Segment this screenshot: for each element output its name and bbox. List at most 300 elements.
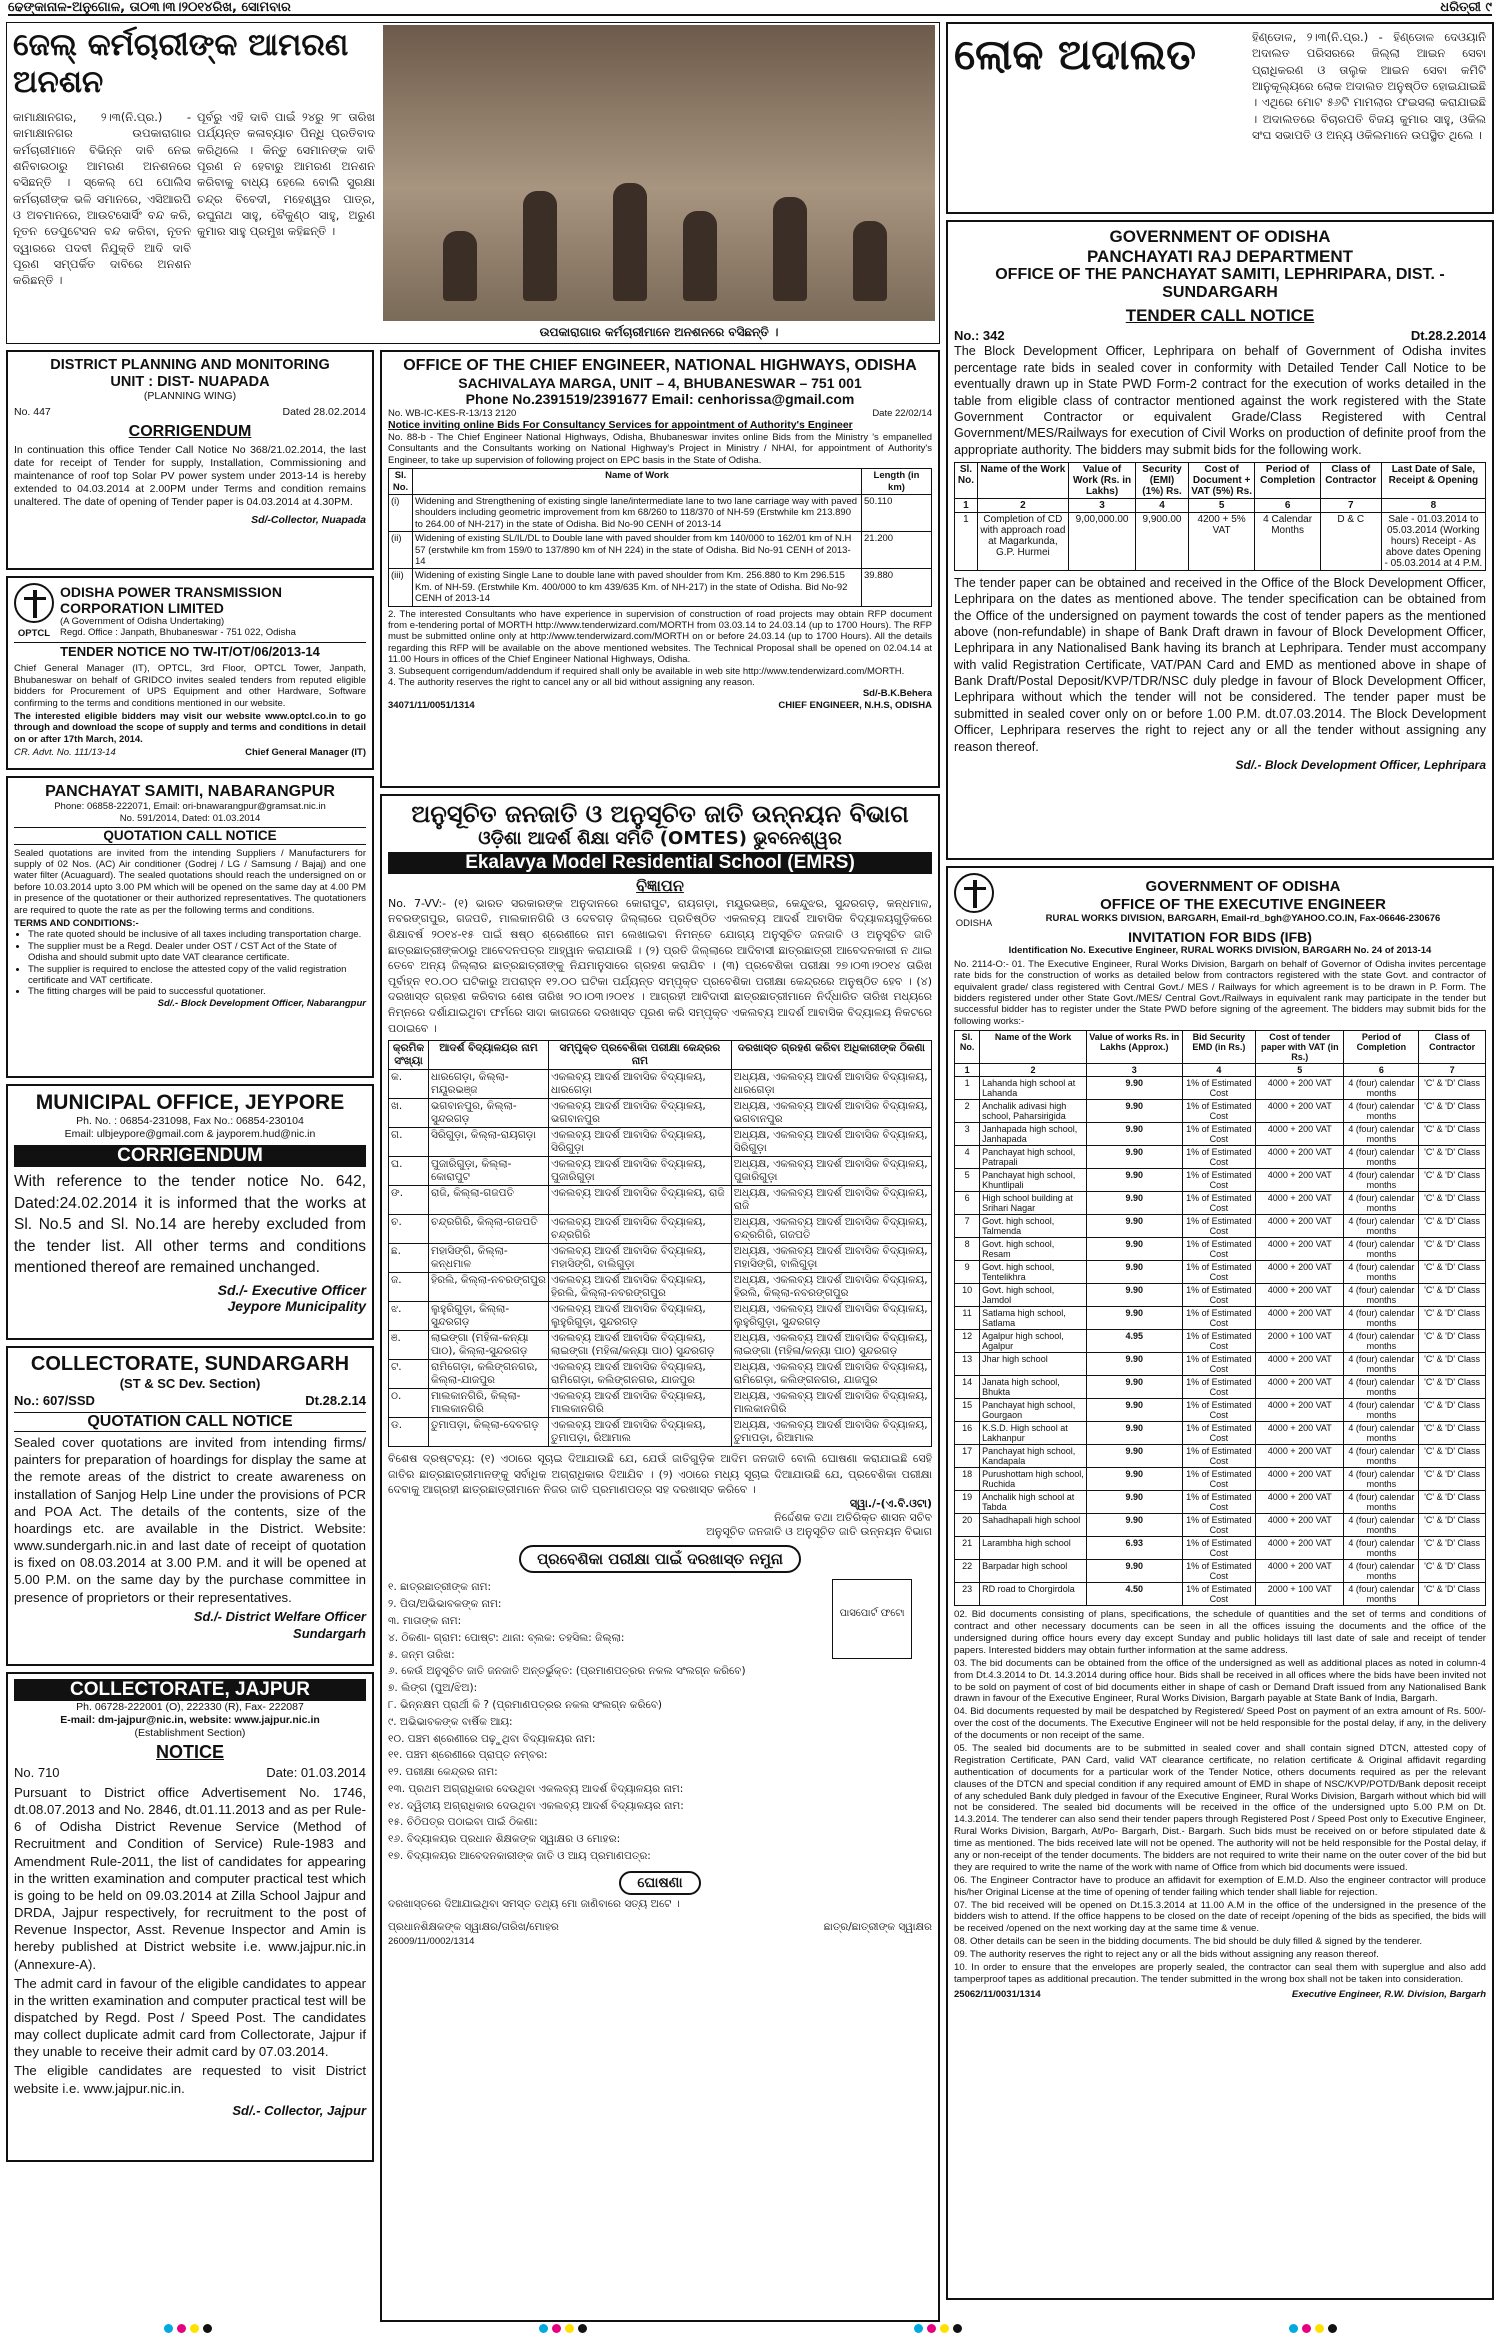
- table-cell: 4000 + 200 VAT: [1256, 1468, 1344, 1491]
- table-cell: ଅଧ୍ୟକ୍ଷ, ଏକଲବ୍ୟ ଆଦର୍ଶ ଆବାସିକ ବିଦ୍ୟାଳୟ, ତୁମାପଡ଼ା, ରିଆମାଲ: [731, 1418, 931, 1447]
- table-cell: 50.110: [862, 495, 932, 532]
- table-cell: 1% of Estimated Cost: [1182, 1123, 1256, 1146]
- form-line: ୧୩. ପ୍ରଥମ ଅଗ୍ରାଧିକାର ଦେଉଥିବା ଏକଲବ୍ୟ ଆଦର୍ଶ ବିଦ୍ୟାଳୟର ନାମ:: [388, 1782, 684, 1795]
- nbr-term: • The rate quoted should be inclusive of all taxes including transportation charge.: [28, 929, 366, 940]
- jey-phone: Ph. No. : 06854-231098, Fax No.: 06854-230104: [76, 1115, 304, 1128]
- lep-col-header: Period of Completion: [1255, 462, 1320, 498]
- nbr-no: No. 591/2014, Dated: 01.03.2014: [119, 812, 261, 824]
- rwd-col-number: 1: [955, 1064, 980, 1077]
- table-cell: 39.880: [862, 569, 932, 606]
- table-cell: 9.90: [1086, 1261, 1182, 1284]
- table-row: [955, 1146, 1486, 1169]
- table-cell: ଅଧ୍ୟକ୍ଷ, ଏକଲବ୍ୟ ଆଦର୍ଶ ଆବାସିକ ବିଦ୍ୟାଳୟ, ଲାଇଙ୍ଗା (ମହିଳା/କନ୍ୟା ପାଠ) ସୁନ୍ଦରଗଡ଼: [731, 1331, 931, 1360]
- table-cell: 4 (four) calendar months: [1344, 1261, 1419, 1284]
- table-cell: 1% of Estimated Cost: [1182, 1261, 1256, 1284]
- emrs-body: No. 7-VV:- (୧) ଭାରତ ସରକାରଙ୍କ ଅନୁଦାନରେ କୋରାପୁଟ, ରାୟଗଡ଼ା, ମୟୂରଭଞ୍ଜ, କେନ୍ଦୁଝର, ସୁନ୍ଦରଗଡ଼, କନ୍ଧମାଳ, ନବରଙ୍ଗପୁର, ଗଜପତି, ମାଲକାନଗିରି ଓ ଦେବଗଡ଼ ଜିଲ୍ଲାରେ ପ୍ରତିଷ୍ଠିତ ଏକଲବ୍ୟ ଆଦର୍ଶ ଆବାସିକ ବିଦ୍ୟାଳୟଗୁଡ଼ିକରେ ଶିକ୍ଷାବର୍ଷ ୨୦୧୪-୧୫ ପାଇଁ ଷଷ୍ଠ ଶ୍ରେଣୀରେ ନାମ ଲେଖାଇବା ନିମନ୍ତେ ଯୋଗ୍ୟ ଅନୁସୂଚିତ ଜନଜାତି ଓ ଅନୁସୂଚିତ ଜାତି ଛାତ୍ରଛାତ୍ରୀଙ୍କଠାରୁ ଆବେଦନପତ୍ର ଆହ୍ୱାନ କରାଯାଉଛି । (୨) ପ୍ରତି ଜିଲ୍ଲାରେ ଆଦିବାସୀ ଛାତ୍ରଛାତ୍ରୀ ଆବେଦନକାରୀ ନ ଥାଇ ତେବେ ଅନ୍ୟ ଜିଲ୍ଲାର ଛାତ୍ରଛାତ୍ରୀଙ୍କୁ ନିଯମାନୁସାରେ ଗ୍ରହଣ କରାଯିବ । (୩) ପ୍ରବେଶିକା ପରୀକ୍ଷା ୨୭।୦୩।୨୦୧୪ ତାରିଖ ପୂର୍ବାହ୍ନ ୧୦.୦୦ ଘଟିକାରୁ ଅପରାହ୍ନ ୧୨.୦୦ ଘଟିକା ପର୍ଯ୍ୟନ୍ତ ସମ୍ପୃକ୍ତ ପ୍ରବେଶିକା ପରୀକ୍ଷା କେନ୍ଦ୍ରରେ ଅନୁଷ୍ଠିତ ହେବ । (୪) ଦରଖାସ୍ତ ଗ୍ରହଣ କରିବାର ଶେଷ ତାରିଖ ୨୦।୦୩।୨୦୧୪ । ଆଗ୍ରହୀ ଆବିଦାସୀ ଛାତ୍ରଛାତ୍ରୀମାନେ ନିର୍ଦ୍ଧାରିତ ତାରିଖ ମଧ୍ୟରେ ନିମ୍ନରେ ଦର୍ଶାଯାଇଥିବା ଫର୍ମରେ ସାଦା କାଗଜରେ ଦରଖାସ୍ତ ପୂରଣ କରି ସମ୍ପୃକ୍ତ ଏକଲବ୍ୟ ଆଦର୍ଶ ଆବାସିକ ବିଦ୍ୟାଳୟ ନିକଟରେ ପଠାଇବେ ।: [388, 896, 932, 1035]
- table-row: [955, 1307, 1486, 1330]
- table-row: [955, 1537, 1486, 1560]
- sun-sub: (ST & SC Dev. Section): [119, 1376, 261, 1391]
- emrs-advertisement: [380, 794, 940, 2322]
- sun-heading: QUOTATION CALL NOTICE: [14, 1412, 366, 1432]
- jey-sign-2: Jeypore Municipality: [227, 1298, 366, 1315]
- print-registration-marks: [0, 2318, 1500, 2338]
- table-cell: 9: [955, 1261, 980, 1284]
- column-3: [946, 22, 1494, 2306]
- emrs-footer-left: ପ୍ରଧାନଶିକ୍ଷକଙ୍କ ସ୍ୱାକ୍ଷର/ତାରିଖ/ମୋହର: [388, 1920, 559, 1933]
- rwd-col-header: Name of the Work: [980, 1031, 1087, 1064]
- table-cell: ଚନ୍ଦ୍ରଗିରି, କିଲ୍ଲା-ଗଜପତି: [429, 1215, 549, 1244]
- optcl-web: The interested eligible bidders may visit our website www.optcl.co.in to go through and download the scope of supply and terms and conditions in detail on or after 17th March, 2014.: [14, 710, 366, 745]
- lep-body-2: The tender paper can be obtained and received in the Office of the Block Development Officer, Lephripara on the dates as mentioned above. The tender specification can be obtained from the Office of the undersigned on payment towards the cost of tender papers as the mentioned above (non-refundable) in shape of Bank Draft drawn in favour of Block Development Officer, Lephripara in any Nationalised Bank having its branch at Lephripara. Tender must accompany with valid Registration Certificate, VAT/PAN Card and EMD as mentioned above in shape of Bank Draft/Postal Deposit/KVP/TDR/NSC duly pledge in favour of Block Development Officer, Lephripara without which the tender will not be considered. The tender paper must be submitted in sealed cover only on or before 1.00 P.M. dt.07.03.2014. The Block Development Officer, Lephripara reserves the right to reject any or all the tender without assigning any reason thereof.: [954, 575, 1486, 754]
- table-cell: ମାଲକାନଗିରି, କିଲ୍ଲା-ମାଲକାନଗିରି: [429, 1389, 549, 1418]
- table-cell: Sale - 01.03.2014 to 05.03.2014 (Working hours) Receipt - As above dates Opening - 05.03.2014 at 4 P.M.: [1381, 512, 1485, 570]
- table-cell: Widening of existing SL/IL/DL to Double lane with paved shoulder from km 140/000 to 162/01 km of N.H 57 (erstwhile km from 159/0 to 137/890 km of NH 224) in the state of Odisha. Bid No-91 CENH of 2013-14: [413, 532, 862, 569]
- table-cell: 1: [955, 1077, 980, 1100]
- emrs-note: ବିଶେଷ ଦ୍ରଷ୍ଟବ୍ୟ: (୧) ଏଠାରେ ସୂଚାଇ ଦିଆଯାଉଛି ଯେ, ଯେଉଁ ଜାତିଗୁଡ଼ିକ ଆଦିମ ଜନଜାତି ବୋଲି ଘୋଷଣା କରାଯାଇଛି ସେହି ଜାତିର ଛାତ୍ରଛାତ୍ରୀମାନଙ୍କୁ ସର୍ବାଧିକ ଅଗ୍ରାଧିକାର ଦିଆଯିବ । (୨) ଏଠାରେ ମଧ୍ୟ ସୂଚାଇ ଦିଆଯାଉଛି ଯେ, ପ୍ରବେଶିକା ପରୀକ୍ଷା ଦେବାକୁ ଆଗ୍ରହୀ ଛାତ୍ରଛାତ୍ରୀମାନେ ନିଜର ଜାତି ପ୍ରମାଣପତ୍ର ସହ ଦରଖାସ୍ତ କରିବେ ।: [388, 1452, 932, 1496]
- form-line: ୧୧. ପଞ୍ଚମ ଶ୍ରେଣୀରେ ପ୍ରାପ୍ତ ନମ୍ବର:: [388, 1749, 548, 1762]
- jaj-heading: NOTICE: [155, 1742, 224, 1763]
- form-line: ୧୫. ଚିଠିପତ୍ର ପଠାଇବା ପାଇଁ ଠିକଣା:: [388, 1816, 538, 1829]
- table-row: [389, 1273, 932, 1302]
- jaj-email: E-mail: dm-jajpur@nic.in, website: www.jajpur.nic.in: [60, 1714, 320, 1727]
- table-cell: 1% of Estimated Cost: [1182, 1445, 1256, 1468]
- table-cell: 5: [955, 1169, 980, 1192]
- table-cell: ଅଧ୍ୟକ୍ଷ, ଏକଲବ୍ୟ ଆଦର୍ଶ ଆବାସିକ ବିଦ୍ୟାଳୟ, ମାଲକାନଗିରି: [731, 1389, 931, 1418]
- jaj-body: Pursuant to District office Advertisement No. 1746, dt.08.07.2013 and No. 2846, dt.01.11.2013 and as per Rule-6 of Odisha District Revenue Service (Method of Recruitment and Condition of Service) Rule-1983 and Amendment Rule-2011, the list of candidates for appearing in the written examination and computer practical test which is going to be held on 09.03.2014 at Zilla School Jajpur and DRDA, Jajpur respectively, for recruitment to the post of Revenue Inspector, Asst. Revenue Inspector and Amin is hereby published at District website i.e. www.jajpur.nic.in (Annexure-A).: [14, 1784, 366, 1972]
- table-cell: 1% of Estimated Cost: [1182, 1307, 1256, 1330]
- table-cell: 'C' & 'D' Class: [1419, 1537, 1486, 1560]
- table-cell: Widening and Strengthening of existing single lane/intermediate lane to two lane carriage way with paved shoulders including geometric improvement from km 68/260 to 118/370 of NH-59 (Erstwhile km 213.890 to 264.00 of NH-217) in the state of Odisha. Bid No-90 CENH of 2013-14: [413, 495, 862, 532]
- table-row: [389, 495, 932, 532]
- jey-heading: CORRIGENDUM: [14, 1145, 366, 1167]
- table-cell: 9.90: [1086, 1491, 1182, 1514]
- table-cell: 4 (four) calendar months: [1344, 1422, 1419, 1445]
- nh-sign-1: Sd/-B.K.Behera: [862, 688, 932, 700]
- table-cell: 1% of Estimated Cost: [1182, 1330, 1256, 1353]
- sun-body: Sealed cover quotations are invited from intending firms/ painters for preparation of hoardings for display the same at the remote areas of the district to create awareness on installation of Sanjog Help Line under the provisions of PCR and POA Act. The details of the contents, size of the hoardings etc. are available in the District. Website: www.sundergarh.nic.in and last date of receipt of quotation is fixed on 08.03.2014 at 3.00 P.M. and it will be opened at 5.00 P.M. on the same day by the purchase committee in presence of proprietors or their representatives.: [14, 1435, 366, 1605]
- table-row: [955, 1422, 1486, 1445]
- lok-adalat-title: ଲୋକ ଅଦାଲତ: [954, 30, 1197, 79]
- dpmu-date: Dated 28.02.2014: [282, 406, 366, 419]
- table-cell: 4 (four) calendar months: [1344, 1307, 1419, 1330]
- table-cell: 9.90: [1086, 1100, 1182, 1123]
- lep-h3: OFFICE OF THE PANCHAYAT SAMITI, LEPHRIPARA, DIST. - SUNDARGARH: [995, 266, 1445, 302]
- rwd-body: No. 2114-O:- 01. The Executive Engineer, Rural Works Division, Bargarh on behalf of Governor of Odisha invites percentage rate bids for the construction of works as detailed below from contractors registered with the state Govt. and contractor of equivalent grade/ class registered with Central Govt./ MES / Railways for which agreement is to be drawn in P. Form. The bidders registered under other State Govt./MES/ Central Govt./Railways in equivalent rank may participate in the tender but successful bidder has to register under the State PWD before signing of the agreement. The bidders may submit bids for the following works:-: [954, 958, 1486, 1027]
- table-cell: 4000 + 200 VAT: [1256, 1215, 1344, 1238]
- emrs-photo-box: ପାସପୋର୍ଟ ଫଟୋ: [832, 1579, 912, 1659]
- nbr-phone: Phone: 06858-222071, Email: ori-bnawarangpur@gramsat.nic.in: [54, 801, 326, 813]
- nh-note-2: 2. The interested Consultants who have experience in supervision of construction of road projects may obtain RFP document from e-tendering portal of MORTH http://www.tenderwizard.com/MORTH from 03.03.14 to 24.03.14 (up to 1700 Hours). The RFP must be submitted online only at http://www.tenderwizard.com/MORTH on or before 24.03.14 (up to 1700 Hours). All the details regarding this RFP will be available on the above mentioned websites. The Technical Proposal shall be opened on 02.04.14 at 11.00 Hours in offices of the Chief Engineer National Highways, Odisha.: [388, 608, 932, 666]
- table-row: [389, 1070, 932, 1099]
- form-line: ୧୪. ଦ୍ୱିତୀୟ ଅଗ୍ରାଧିକାର ଦେଉଥିବା ଏକଲବ୍ୟ ଆଦର୍ଶ ବିଦ୍ୟାଳୟର ନାମ:: [388, 1799, 684, 1812]
- table-cell: 23: [955, 1583, 980, 1606]
- table-row: [389, 1244, 932, 1273]
- table-cell: 20: [955, 1514, 980, 1537]
- table-cell: ଲାଇଙ୍ଗା (ମହିଳା-କନ୍ୟା ପାଠ), କିଲ୍ଲା-ସୁନ୍ଦରଗଡ଼: [429, 1331, 549, 1360]
- table-cell: 9.90: [1086, 1123, 1182, 1146]
- jail-news-para-2: ପୂର୍ବରୁ ଏହି ଦାବି ପାଇଁ ୨୪ରୁ ୨୮ ତାରିଖ ପର୍ଯ୍ୟନ୍ତ କଳାବ୍ୟାଚ ପିନ୍ଧି ପ୍ରତିବାଦ କରିଥିଲେ । କିନ୍ତୁ ସେମାନଙ୍କ ଦାବି ପୂରଣ ନ ହେବାରୁ ଆମରଣ ଅନଶନ କରିବାକୁ ବାଧ୍ୟ ହେଲେ ବୋଲି ସୁରକ୍ଷା ଚନ୍ଦ୍ର ବିବେଦୀ, ମହେଶ୍ୱର ପାତ୍ର, ରଘୁନାଥ ସାହୁ, ବୈକୁଣ୍ଠ ସାହୁ, ଅରୁଣ କୁମାର ସାହୁ ପ୍ରମୁଖ କହିଛନ୍ତି ।: [197, 110, 375, 239]
- table-cell: 'C' & 'D' Class: [1419, 1399, 1486, 1422]
- dpmu-body: In continuation this office Tender Call Notice No 368/21.02.2014, the last date for receipt of Tender for supply, Installation, Commissioning and maintenance of roof top Solar PV power system under 2013-14 is hereby extended to 04.03.2014 at 2.00PM under Terms and condition remains unaltered. The date of opening of Tender paper is 04.03.2014 at 4.30PM.: [14, 443, 366, 509]
- table-cell: 1% of Estimated Cost: [1182, 1491, 1256, 1514]
- table-cell: 9.90: [1086, 1192, 1182, 1215]
- table-cell: 1% of Estimated Cost: [1182, 1376, 1256, 1399]
- table-cell: Lahanda high school at Lahanda: [980, 1077, 1087, 1100]
- optcl-name-2: CORPORATION LIMITED: [60, 599, 224, 616]
- color-registration-dots: [1289, 2324, 1337, 2333]
- lephripara-tender-notice: [946, 220, 1494, 860]
- table-cell: 4000 + 200 VAT: [1256, 1514, 1344, 1537]
- table-cell: ଅଧ୍ୟକ୍ଷ, ଏକଲବ୍ୟ ଆଦର୍ଶ ଆବାସିକ ବିଦ୍ୟାଳୟ, ସିରିଗୁଡ଼ା: [731, 1128, 931, 1157]
- dpmu-title-2: UNIT : DIST- NUAPADA: [110, 373, 270, 390]
- table-cell: 1% of Estimated Cost: [1182, 1215, 1256, 1238]
- color-registration-dots: [164, 2324, 212, 2333]
- emrs-schools-table: [388, 1040, 932, 1447]
- table-row: [955, 1238, 1486, 1261]
- odisha-emblem-icon: [954, 873, 994, 929]
- table-cell: 4 (four) calendar months: [1344, 1284, 1419, 1307]
- lep-col-header: Name of the Work: [977, 462, 1068, 498]
- nbr-title: PANCHAYAT SAMITI, NABARANGPUR: [45, 783, 335, 800]
- emrs-ghoshana-text: ଦରଖାସ୍ତରେ ଦିଆଯାଇଥିବା ସମସ୍ତ ତଥ୍ୟ ମୋ ଜାଣିବାରେ ସତ୍ୟ ଅଟେ ।: [388, 1897, 680, 1910]
- rwd-col-number: 3: [1086, 1064, 1182, 1077]
- table-cell: ଘ.: [389, 1157, 429, 1186]
- table-cell: 6: [955, 1192, 980, 1215]
- optcl-sign: Chief General Manager (IT): [245, 747, 366, 759]
- table-cell: 4 (four) calendar months: [1344, 1192, 1419, 1215]
- jey-sign-1: Sd./- Executive Officer: [217, 1282, 366, 1299]
- nh-note-3: 3. Subsequent corrigendum/addendum if required shall only be available in web site http://www.tenderwizard.com/MORTH.: [388, 665, 905, 677]
- rwd-bargarh-ifb: [946, 866, 1494, 2300]
- table-cell: 19: [955, 1491, 980, 1514]
- form-line: ୧୦. ପଞ୍ଚମ ଶ୍ରେଣୀରେ ପଢ଼ୁଥିବା ବିଦ୍ୟାଳୟର ନାମ:: [388, 1732, 596, 1745]
- rwd-note: 09. The authority reserves the right to reject any or all the bids without assigning any reason thereof.: [954, 1949, 1379, 1961]
- table-cell: 1: [955, 512, 978, 570]
- table-cell: 4000 + 200 VAT: [1256, 1284, 1344, 1307]
- nbr-term: • The supplier must be a Regd. Dealer under OST / CST Act of the State of Odisha and should submit upto date VAT clearance certificate.: [28, 941, 366, 964]
- table-cell: 4000 + 200 VAT: [1256, 1238, 1344, 1261]
- form-line: ୫. ଜନ୍ମ ତାରିଖ:: [388, 1648, 455, 1661]
- table-cell: 1% of Estimated Cost: [1182, 1192, 1256, 1215]
- table-cell: 1% of Estimated Cost: [1182, 1537, 1256, 1560]
- lep-col-number: 5: [1188, 498, 1255, 512]
- table-cell: 4000 + 200 VAT: [1256, 1422, 1344, 1445]
- table-row: [389, 1302, 932, 1331]
- column-2: [380, 350, 940, 2328]
- optcl-body: Chief General Manager (IT), OPTCL, 3rd Floor, OPTCL Tower, Janpath, Bhubaneswar on behalf of GRIDCO invites sealed tenders from reputed eligible bidders for Procurement of UPS Equipment and other Hardware, Software confirming to the terms and conditions mentioned in our website.: [14, 663, 366, 709]
- rwd-heading: INVITATION FOR BIDS (IFB): [1128, 929, 1312, 946]
- table-row: [955, 512, 1486, 570]
- rwd-col-number: 5: [1256, 1064, 1344, 1077]
- table-cell: 4 (four) calendar months: [1344, 1100, 1419, 1123]
- jey-body: With reference to the tender notice No. 642, Dated:24.02.2014 it is informed that the works at Sl. No.5 and Sl. No.14 are hereby excluded from the tender list. All other terms and conditions mentioned thereof are remained unchanged.: [14, 1173, 366, 1276]
- emrs-col: ସମ୍ପୃକ୍ତ ପ୍ରବେଶିକା ପରୀକ୍ଷା କେନ୍ଦ୍ରର ନାମ: [549, 1041, 732, 1070]
- table-cell: D & C: [1320, 512, 1381, 570]
- table-cell: 'C' & 'D' Class: [1419, 1146, 1486, 1169]
- nh-note-4: 4. The authority reserves the right to cancel any or all bid without assigning any reason.: [388, 676, 755, 688]
- header-left: ଢେଙ୍କାନାଳ-ଅନୁଗୋଳ, ତା୦୩।୩।୨୦୧୪ରିଖ, ସୋମବାର: [8, 0, 291, 15]
- lep-sign: Sd/.- Block Development Officer, Lephripara: [1235, 757, 1486, 772]
- jey-title: MUNICIPAL OFFICE, JEYPORE: [35, 1091, 345, 1114]
- table-row: [955, 1376, 1486, 1399]
- lep-col-header: Cost of Document + VAT (5%) Rs.: [1188, 462, 1255, 498]
- table-cell: 1% of Estimated Cost: [1182, 1169, 1256, 1192]
- lep-col-number: 2: [977, 498, 1068, 512]
- table-row: [955, 1123, 1486, 1146]
- table-cell: 17: [955, 1445, 980, 1468]
- table-cell: Completion of CD with approach road at Magarkunda, G.P. Hurmei: [977, 512, 1068, 570]
- table-cell: Larambha high school: [980, 1537, 1087, 1560]
- table-cell: ଏକଲବ୍ୟ ଆଦର୍ଶ ଆବାସିକ ବିଦ୍ୟାଳୟ, ଭଗବାନପୁର: [549, 1099, 732, 1128]
- dpmu-nuapada-notice: [6, 350, 374, 570]
- table-cell: 'C' & 'D' Class: [1419, 1468, 1486, 1491]
- table-cell: Govt. high school, Jamdol: [980, 1284, 1087, 1307]
- table-cell: 1% of Estimated Cost: [1182, 1353, 1256, 1376]
- rwd-col-header: Bid Security EMD (in Rs.): [1182, 1031, 1256, 1064]
- table-cell: (i): [389, 495, 413, 532]
- table-cell: 'C' & 'D' Class: [1419, 1077, 1486, 1100]
- table-cell: ଅଧ୍ୟକ୍ଷ, ଏକଲବ୍ୟ ଆଦର୍ଶ ଆବାସିକ ବିଦ୍ୟାଳୟ, ଧାରଗେଡ଼ା: [731, 1070, 931, 1099]
- table-cell: 15: [955, 1399, 980, 1422]
- column-1: [6, 350, 374, 2168]
- emrs-sign-3: ଅନୁସୂଚିତ ଜନଜାତି ଓ ଅନୁସୂଚିତ ଜାତି ଉନ୍ନୟନ ବିଭାଗ: [706, 1525, 932, 1539]
- table-cell: ମହାସିଙ୍ଗି, କିଲ୍ଲା-କନ୍ଧମାଳ: [429, 1244, 549, 1273]
- form-line: ୪. ଠିକଣା- ଗ୍ରାମ: ପୋଷ୍ଟ: ଥାନା: ବ୍ଲକ: ତହସିଲ: ଜିଲ୍ଲା:: [388, 1631, 625, 1644]
- table-cell: 4200 + 5% VAT: [1188, 512, 1255, 570]
- jail-news-para-1: କାମାକ୍ଷାନଗର, ୨।୩(ନି.ପ୍ର.) - କାମାକ୍ଷାନଗର ଉପକାରାଗାର କର୍ମଚାରୀମାନେ ବିଭିନ୍ନ ଦାବି ନେଇ ଶନିବାରଠାରୁ ଆମରଣ ଅନଶନରେ ବସିଛନ୍ତି । ସ୍କେଲ୍ ପେ ପୋଲିସ କର୍ମଚାରୀଙ୍କ ଭଳି ସମାନରେ, ଏସିଆରପି ଓ ଅବମାନରେ, ଆଉଟସୋର୍ସିଂ ବନ୍ଦ କରି, ନୂତନ ଡେପୁଟେସନ ବନ୍ଦ କରିବା, ନୂତନ ଦ୍ୱାରରେ ପଦବୀ ନିଯୁକ୍ତି ଆଦି ଦାବି ପୂରଣ ସମ୍ପର୍କିତ ଦାବିରେ ଅନଶନ କରିଛନ୍ତି ।: [13, 110, 191, 288]
- rwd-col-header: Period of Completion: [1344, 1031, 1419, 1064]
- table-cell: 9.90: [1086, 1514, 1182, 1537]
- table-cell: 4 Calendar Months: [1255, 512, 1320, 570]
- nh-date: Date 22/02/14: [872, 407, 932, 419]
- lep-h2: PANCHAYATI RAJ DEPARTMENT: [1086, 246, 1354, 266]
- table-cell: 4 (four) calendar months: [1344, 1537, 1419, 1560]
- table-cell: 21: [955, 1537, 980, 1560]
- table-cell: 4000 + 200 VAT: [1256, 1353, 1344, 1376]
- table-cell: 9.90: [1086, 1445, 1182, 1468]
- table-row: [955, 1399, 1486, 1422]
- emrs-sign-2: ନିର୍ଦ୍ଦେଶକ ତଥା ଅତିରିକ୍ତ ଶାସନ ସଚିବ: [774, 1511, 932, 1525]
- table-cell: Panchayat high school, Gourgaon: [980, 1399, 1087, 1422]
- nh-no: No. WB-IC-KES-R-13/13 2120: [388, 407, 517, 419]
- lep-col-number: 4: [1136, 498, 1189, 512]
- lep-col-header: Security (EMI) (1%) Rs.: [1136, 462, 1189, 498]
- lep-col-header: Value of Work (Rs. in Lakhs): [1068, 462, 1135, 498]
- table-cell: 9,900.00: [1136, 512, 1189, 570]
- rwd-h1: GOVERNMENT OF ODISHA: [1145, 878, 1341, 896]
- emrs-dept-title: ଅନୁସୂଚିତ ଜନଜାତି ଓ ଅନୁସୂଚିତ ଜାତି ଉନ୍ନୟନ ବିଭାଗ: [411, 800, 909, 828]
- table-cell: 1% of Estimated Cost: [1182, 1100, 1256, 1123]
- table-cell: 'C' & 'D' Class: [1419, 1284, 1486, 1307]
- nh-heading: Notice inviting online Bids For Consultancy Services for appointment of Authority's Engineer: [388, 418, 853, 431]
- table-cell: 10: [955, 1284, 980, 1307]
- table-cell: 4000 + 200 VAT: [1256, 1537, 1344, 1560]
- table-row: [389, 1418, 932, 1447]
- dpmu-heading: CORRIGENDUM: [128, 422, 252, 440]
- table-cell: 4 (four) calendar months: [1344, 1491, 1419, 1514]
- rwd-note: 02. Bid documents consisting of plans, specifications, the schedule of quantities and the set of terms and conditions of contract and other necessary documents can be seen in all the offices issuing the documents and the office of the undersigned during office hours every day except Sunday and public holidays till last date of sale and receipt of tender papers. Interested bidders may obtain further information at the same address.: [954, 1609, 1486, 1656]
- table-cell: 7: [955, 1215, 980, 1238]
- table-cell: ଏକଲବ୍ୟ ଆଦର୍ଶ ଆବାସିକ ବିଦ୍ୟାଳୟ, ଧାରଗେଡ଼ା: [549, 1070, 732, 1099]
- table-cell: Govt. high school, Tentelikhra: [980, 1261, 1087, 1284]
- jail-protest-photo: [383, 25, 935, 321]
- rwd-logo-text: ODISHA: [955, 918, 993, 929]
- table-cell: 9.90: [1086, 1238, 1182, 1261]
- table-cell: Panchayat high school, Khuntlipali: [980, 1169, 1087, 1192]
- table-cell: 9.90: [1086, 1353, 1182, 1376]
- table-cell: 4000 + 200 VAT: [1256, 1399, 1344, 1422]
- lep-h1: GOVERNMENT OF ODISHA: [1109, 227, 1331, 246]
- lep-col-number: 8: [1381, 498, 1485, 512]
- jaj-est: (Establishment Section): [134, 1727, 246, 1740]
- dpmu-wing: (PLANNING WING): [143, 390, 237, 403]
- table-cell: Govt. high school, Talmenda: [980, 1215, 1087, 1238]
- sun-sign-1: Sd./- District Welfare Officer: [193, 1608, 366, 1624]
- table-cell: 4 (four) calendar months: [1344, 1169, 1419, 1192]
- lep-col-number: 7: [1320, 498, 1381, 512]
- table-cell: 3: [955, 1123, 980, 1146]
- optcl-name-1: ODISHA POWER TRANSMISSION: [60, 583, 282, 600]
- lep-no: No.: 342: [954, 328, 1005, 344]
- table-cell: 4 (four) calendar months: [1344, 1353, 1419, 1376]
- table-cell: ଅଧ୍ୟକ୍ଷ, ଏକଲବ୍ୟ ଆଦର୍ଶ ଆବାସିକ ବିଦ୍ୟାଳୟ, ହିରଲି, କିଲ୍ଲା-ନବରଙ୍ଗପୁର: [731, 1273, 931, 1302]
- table-cell: 9.90: [1086, 1169, 1182, 1192]
- table-cell: ହିରଲି, କିଲ୍ଲା-ନବରଙ୍ଗପୁର: [429, 1273, 549, 1302]
- form-line: ୧୭. ବିଦ୍ୟାଳୟର ଆବେଦନକାରୀଙ୍କ ଜାତି ଓ ଆୟ ପ୍ରମାଣପତ୍ର:: [388, 1850, 651, 1863]
- table-cell: 1% of Estimated Cost: [1182, 1422, 1256, 1445]
- table-cell: 1% of Estimated Cost: [1182, 1399, 1256, 1422]
- lep-col-header: Class of Contractor: [1320, 462, 1381, 498]
- table-cell: 4000 + 200 VAT: [1256, 1445, 1344, 1468]
- rwd-note: 07. The bid received will be opened on Dt.15.3.2014 at 11.00 A.M in the office of the undersigned in the presence of the bidders wish to attend. If the office happens to be closed on the date of receipt /opening of the bids as specified, the bids will be received /opened on the next working day at the same time & venue.: [954, 1899, 1486, 1935]
- table-cell: ଏକଲବ୍ୟ ଆଦର୍ଶ ଆବାସିକ ବିଦ୍ୟାଳୟ, ରାଜି: [549, 1186, 732, 1215]
- form-line: ୭. ଲିଙ୍ଗ (ପୁଅ/ଝିଅ):: [388, 1682, 478, 1695]
- table-cell: 4000 + 200 VAT: [1256, 1491, 1344, 1514]
- table-cell: 1% of Estimated Cost: [1182, 1514, 1256, 1537]
- table-cell: 2: [955, 1100, 980, 1123]
- table-cell: ତୁମାପଡ଼ା, କିଲ୍ଲା-ଦେବଗଡ଼: [429, 1418, 549, 1447]
- rwd-sign: Executive Engineer, R.W. Division, Bargarh: [1291, 1988, 1486, 2000]
- rwd-note: 06. The Engineer Contractor have to produce an affidavit for exemption of E.M.D. Also the engineer contractor will produce his/her Original License at the time of opening of tender failing which tender shall liable for rejection.: [954, 1874, 1486, 1898]
- table-cell: ଜ.: [389, 1273, 429, 1302]
- table-cell: Agalpur high school, Agalpur: [980, 1330, 1087, 1353]
- table-cell: (iii): [389, 569, 413, 606]
- optcl-crno: CR. Advt. No. 111/13-14: [14, 747, 116, 759]
- table-cell: Widening of existing Single Lane to double lane with paved shoulder from Km. 256.880 to Km 296.515 Km. of NH-59. (Erstwhile Km. 400/000 to km 439/635 Km. of NH-217) in the state of Odisha. Bid No-92 CENH of 2013-14: [413, 569, 862, 606]
- jajpur-notice: [6, 1672, 374, 2162]
- optcl-heading: TENDER NOTICE NO TW-IT/OT/06/2013-14: [14, 642, 366, 660]
- table-cell: 'C' & 'D' Class: [1419, 1583, 1486, 1606]
- header-right: ଧରିତ୍ରୀ ୯: [1440, 0, 1492, 15]
- lep-heading: TENDER CALL NOTICE: [1125, 305, 1315, 325]
- table-cell: 4 (four) calendar months: [1344, 1399, 1419, 1422]
- table-cell: 4 (four) calendar months: [1344, 1514, 1419, 1537]
- table-cell: ଡ.: [389, 1418, 429, 1447]
- emrs-col: କ୍ରମିକ ସଂଖ୍ୟା: [389, 1041, 429, 1070]
- table-cell: 4 (four) calendar months: [1344, 1215, 1419, 1238]
- table-row: [389, 1331, 932, 1360]
- table-row: [389, 1128, 932, 1157]
- table-row: [389, 569, 932, 606]
- table-cell: 9.90: [1086, 1307, 1182, 1330]
- lep-col-number: 3: [1068, 498, 1135, 512]
- dpmu-sign: Sd/-Collector, Nuapada: [251, 513, 366, 526]
- table-row: [955, 1100, 1486, 1123]
- table-cell: Barpadar high school: [980, 1560, 1087, 1583]
- table-cell: 1% of Estimated Cost: [1182, 1560, 1256, 1583]
- table-cell: ଏକଲବ୍ୟ ଆଦର୍ଶ ଆବାସିକ ବିଦ୍ୟାଳୟ, ଲୁହୁରିଗୁଡ଼ା, ସୁନ୍ଦରଗଡ଼: [549, 1302, 732, 1331]
- optcl-regd: Regd. Office : Janpath, Bhubaneswar - 751 022, Odisha: [60, 627, 296, 639]
- table-cell: 4000 + 200 VAT: [1256, 1077, 1344, 1100]
- jail-news-title: ଜେଲ୍ କର୍ମଚାରୀଙ୍କ ଆମରଣ ଅନଶନ: [13, 27, 349, 101]
- form-line: ୧. ଛାତ୍ରଛାତ୍ରୀଙ୍କ ନାମ:: [388, 1581, 492, 1594]
- table-cell: 9.90: [1086, 1284, 1182, 1307]
- nabarangpur-quotation-notice: [6, 776, 374, 1078]
- jeypore-corrigendum: [6, 1084, 374, 1340]
- rwd-note: 10. In order to ensure that the envelopes are properly sealed, the contractor can seal them with superglue and also add tamperproof tapes as additional precaution. The tender submitted in the wrong box shall not be taken into consideration.: [954, 1962, 1486, 1985]
- form-line: ୯. ଅଭିଭାବକଙ୍କ ବାର୍ଷିକ ଆୟ:: [388, 1715, 513, 1728]
- table-cell: Anchalik high school at Tabda: [980, 1491, 1087, 1514]
- table-cell: ଅଧ୍ୟକ୍ଷ, ଏକଲବ୍ୟ ଆଦର୍ଶ ଆବାସିକ ବିଦ୍ୟାଳୟ, ଭଗବାନପୁର: [731, 1099, 931, 1128]
- nh-addr: SACHIVALAYA MARGA, UNIT – 4, BHUBANESWAR – 751 001: [458, 375, 862, 392]
- rwd-col-header: Sl. No.: [955, 1031, 980, 1064]
- nh-phone: Phone No.2391519/2391677 Email: cenhorissa@gmail.com: [465, 391, 855, 408]
- nh-intro: No. 88-b - The Chief Engineer National Highways, Odisha, Bhubaneswar invites online Bids from the Ministry 's empanelled Consultants and the Consultants working on National Highway's Project in Ministry / NHAI, for appointment of Authority's Engineer, to take up supervision of following project on EPC basis in the State of Odisha.: [388, 432, 932, 466]
- table-row: [955, 1330, 1486, 1353]
- jail-photo-caption: ଉପକାରାଗାର କର୍ମଚାରୀମାନେ ଅନଶନରେ ବସିଛନ୍ତି ।: [539, 325, 779, 339]
- rwd-col-number: 4: [1182, 1064, 1256, 1077]
- lep-works-table: [954, 462, 1486, 571]
- table-cell: ଝ.: [389, 1302, 429, 1331]
- table-cell: 2000 + 100 VAT: [1256, 1583, 1344, 1606]
- optcl-sub: (A Government of Odisha Undertaking): [60, 615, 225, 627]
- table-cell: 'C' & 'D' Class: [1419, 1192, 1486, 1215]
- emrs-col: ଦରଖାସ୍ତ ଗ୍ରହଣ କରିବା ଅଧିକାରୀଙ୍କ ଠିକଣା: [731, 1041, 931, 1070]
- form-line: ୬. କେଉଁ ଅନୁସୂଚିତ ଜାତି ଜନଜାତି ଅନ୍ତର୍ଭୁକ୍ତ: (ପ୍ରମାଣପତ୍ରର ନକଲ ସଂଲଗ୍ନ କରିବେ): [388, 1665, 746, 1678]
- table-cell: ଗ.: [389, 1128, 429, 1157]
- table-cell: Govt. high school, Resam: [980, 1238, 1087, 1261]
- table-cell: ଏକଲବ୍ୟ ଆଦର୍ଶ ଆବାସିକ ବିଦ୍ୟାଳୟ, ହିରଲି, କିଲ୍ଲା-ନବରଙ୍ଗପୁର: [549, 1273, 732, 1302]
- table-cell: 1% of Estimated Cost: [1182, 1238, 1256, 1261]
- table-cell: 8: [955, 1238, 980, 1261]
- form-line: ୮. ଭିନ୍ନକ୍ଷମ ପ୍ରାର୍ଥୀ କି ? (ପ୍ରମାଣପତ୍ରର ନକଲ ସଂଲଗ୍ନ କରିବେ): [388, 1698, 662, 1711]
- table-cell: 'C' & 'D' Class: [1419, 1123, 1486, 1146]
- table-row: [955, 1514, 1486, 1537]
- dpmu-title-1: DISTRICT PLANNING AND MONITORING: [50, 357, 330, 373]
- table-cell: 4000 + 200 VAT: [1256, 1376, 1344, 1399]
- table-cell: 11: [955, 1307, 980, 1330]
- nbr-sign: Sd/.- Block Development Officer, Nabarangpur: [157, 997, 366, 1009]
- jey-email: Email: ulbjeypore@gmail.com & jayporem.hud@nic.in: [64, 1128, 316, 1141]
- table-cell: 4 (four) calendar months: [1344, 1330, 1419, 1353]
- emrs-col: ଆଦର୍ଶ ବିଦ୍ୟାଳୟର ନାମ: [429, 1041, 549, 1070]
- table-cell: High school building at Srihari Nagar: [980, 1192, 1087, 1215]
- table-cell: କ.: [389, 1070, 429, 1099]
- table-cell: ଙ.: [389, 1186, 429, 1215]
- table-cell: 9,00,000.00: [1068, 512, 1135, 570]
- table-row: [955, 1169, 1486, 1192]
- table-cell: ଭଗବାନପୁର, କିଲ୍ଲା-ସୁନ୍ଦରଗଡ଼: [429, 1099, 549, 1128]
- table-cell: 1% of Estimated Cost: [1182, 1468, 1256, 1491]
- nbr-heading: QUOTATION CALL NOTICE: [14, 827, 366, 845]
- rwd-col-header: Value of works Rs. in Lakhs (Approx.): [1086, 1031, 1182, 1064]
- table-cell: 4000 + 200 VAT: [1256, 1560, 1344, 1583]
- sun-date: Dt.28.2.14: [305, 1392, 366, 1408]
- jaj-body-3: The eligible candidates are requested to visit District website i.e. www.jajpur.nic.in.: [14, 2063, 366, 2096]
- sun-title: COLLECTORATE, SUNDARGARH: [30, 1353, 350, 1375]
- table-cell: 9.90: [1086, 1468, 1182, 1491]
- nbr-term: • The supplier is required to enclose the attested copy of the valid registration certificate and VAT certificate.: [28, 964, 366, 987]
